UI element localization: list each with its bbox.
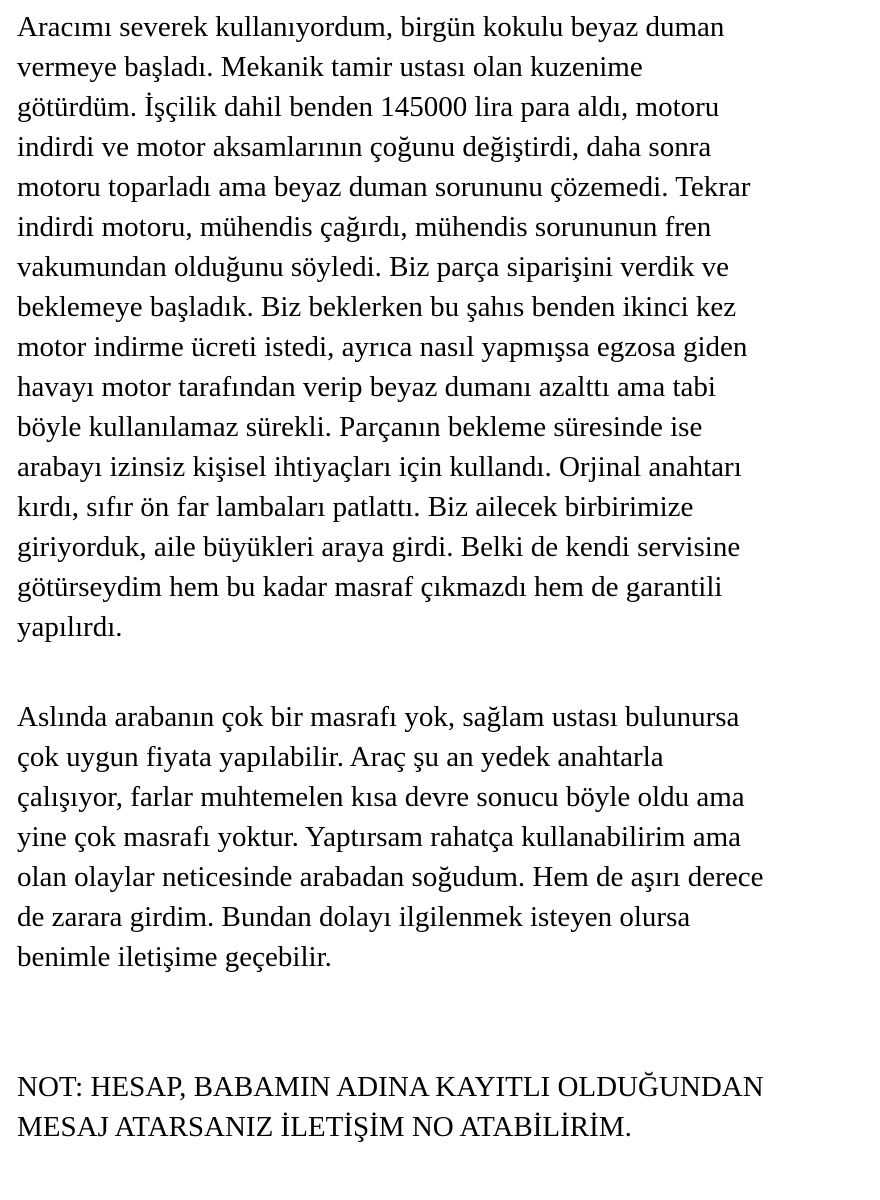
paragraph-1-line: indirdi motoru, mühendis çağırdı, mühendis sorununun fren bbox=[17, 211, 712, 243]
paragraph-1-line: götürdüm. İşçilik dahil benden 145000 lira para aldı, motoru bbox=[17, 91, 720, 123]
paragraph-1-line: kırdı, sıfır ön far lambaları patlattı. Biz ailecek birbirimize bbox=[17, 491, 694, 523]
paragraph-2-line: çok uygun fiyata yapılabilir. Araç şu an yedek anahtarla bbox=[17, 741, 664, 773]
paragraph-2-line: çalışıyor, farlar muhtemelen kısa devre sonucu böyle oldu ama bbox=[17, 781, 745, 813]
paragraph-1-line: yapılırdı. bbox=[17, 611, 123, 643]
paragraph-1-line: böyle kullanılamaz sürekli. Parçanın bekleme süresinde ise bbox=[17, 411, 703, 443]
paragraph-1-line: motoru toparladı ama beyaz duman sorununu çözemedi. Tekrar bbox=[17, 171, 751, 203]
paragraph-2-line: olan olaylar neticesinde arabadan soğudum. Hem de aşırı derece bbox=[17, 861, 764, 893]
paragraph-1-line: Aracımı severek kullanıyordum, birgün kokulu beyaz duman bbox=[17, 11, 725, 43]
paragraph-2-line: de zarara girdim. Bundan dolayı ilgilenmek isteyen olursa bbox=[17, 901, 691, 933]
note-line: NOT: HESAP, BABAMIN ADINA KAYITLI OLDUĞUNDAN bbox=[17, 1071, 764, 1103]
paragraph-1-line: götürseydim hem bu kadar masraf çıkmazdı hem de garantili bbox=[17, 571, 723, 603]
note-line: MESAJ ATARSANIZ İLETİŞİM NO ATABİLİRİM. bbox=[17, 1111, 632, 1143]
paragraph-2-line: benimle iletişime geçebilir. bbox=[17, 941, 332, 973]
paragraph-1-line: arabayı izinsiz kişisel ihtiyaçları için kullandı. Orjinal anahtarı bbox=[17, 451, 742, 483]
paragraph-1-line: giriyorduk, aile büyükleri araya girdi. Belki de kendi servisine bbox=[17, 531, 741, 563]
paragraph-1-line: beklemeye başladık. Biz beklerken bu şahıs benden ikinci kez bbox=[17, 291, 737, 323]
paragraph-2-line: yine çok masrafı yoktur. Yaptırsam rahatça kullanabilirim ama bbox=[17, 821, 741, 853]
paragraph-2-line: Aslında arabanın çok bir masrafı yok, sağlam ustası bulunursa bbox=[17, 701, 740, 733]
paragraph-1-line: vakumundan olduğunu söyledi. Biz parça siparişini verdik ve bbox=[17, 251, 729, 283]
paragraph-1-line: havayı motor tarafından verip beyaz dumanı azalttı ama tabi bbox=[17, 371, 716, 403]
paragraph-1-line: indirdi ve motor aksamlarının çoğunu değiştirdi, daha sonra bbox=[17, 131, 712, 163]
paragraph-1-line: motor indirme ücreti istedi, ayrıca nasıl yapmışsa egzosa giden bbox=[17, 331, 748, 363]
paragraph-1-line: vermeye başladı. Mekanik tamir ustası olan kuzenime bbox=[17, 51, 643, 83]
